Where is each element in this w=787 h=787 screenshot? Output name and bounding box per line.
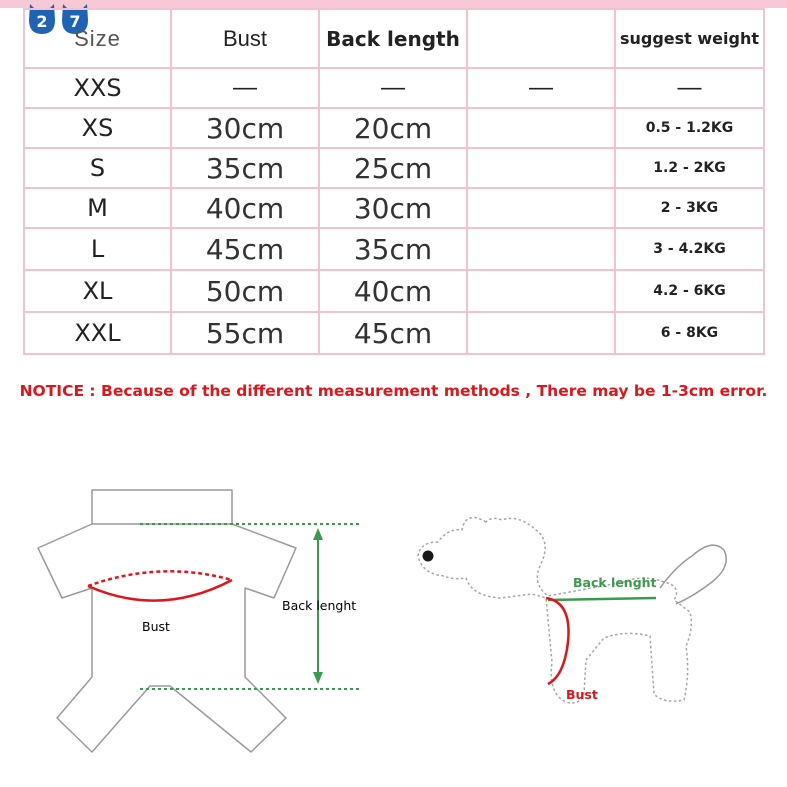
back-length-cell: — [319,68,467,108]
size-cell: M [24,188,171,228]
size-cell: L [24,228,171,270]
arrow-up-icon [313,528,323,540]
weight-cell: 1.2 - 2KG [615,148,764,188]
extra-cell [467,270,615,312]
dog-bust-label: Bust [566,687,598,702]
back-length-cell: 25cm [319,148,467,188]
size-cell: XXS [24,68,171,108]
garment-back-length-label: Back lenght [282,598,357,613]
extra-cell [467,188,615,228]
header-suggest-weight: suggest weight [615,9,764,68]
dog-tail [660,545,726,604]
weight-cell: 6 - 8KG [615,312,764,354]
extra-cell [467,228,615,270]
header-empty [467,9,615,68]
weight-cell: 2 - 3KG [615,188,764,228]
back-length-cell: 45cm [319,312,467,354]
arrow-down-icon [313,672,323,684]
measurement-diagrams [0,470,787,780]
weight-cell: 4.2 - 6KG [615,270,764,312]
badge-digit: 7 [69,12,81,31]
dog-diagram [418,518,726,704]
table-row [24,188,764,228]
bust-cell: 50cm [171,270,319,312]
weight-cell: 3 - 4.2KG [615,228,764,270]
garment-diagram [38,490,362,752]
size-cell: XS [24,108,171,148]
table-row [24,148,764,188]
extra-cell [467,108,615,148]
table-row [24,108,764,148]
bust-cell: 55cm [171,312,319,354]
back-length-cell: 20cm [319,108,467,148]
weight-cell: 0.5 - 1.2KG [615,108,764,148]
dog-nose-icon [423,551,434,562]
extra-cell [467,312,615,354]
table-row [24,270,764,312]
dog-outline [418,518,691,704]
table-header-row [24,9,764,68]
bust-cell: 40cm [171,188,319,228]
garment-bust-label: Bust [142,619,170,634]
header-back-length: Back length [319,9,467,68]
bust-line-front [88,580,232,601]
table-row [24,68,764,108]
header-bust: Bust [171,9,319,68]
top-border-strip [0,0,787,8]
bust-cell: — [171,68,319,108]
table-row [24,312,764,354]
size-cell: XXL [24,312,171,354]
back-length-cell: 30cm [319,188,467,228]
measurement-notice: NOTICE : Because of the different measurement methods , There may be 1-3cm error. [19,382,768,400]
bust-cell: 35cm [171,148,319,188]
size-cell: S [24,148,171,188]
badge-digit: 2 [36,12,48,31]
dog-back-length-label: Back lenght [573,575,657,590]
header-size: Size [24,9,171,68]
bust-cell: 45cm [171,228,319,270]
weight-cell: — [615,68,764,108]
extra-cell [467,148,615,188]
size-cell: XL [24,270,171,312]
bust-cell: 30cm [171,108,319,148]
bust-line-back [88,571,232,586]
back-length-cell: 35cm [319,228,467,270]
size-chart-table [23,8,765,355]
extra-cell: — [467,68,615,108]
dog-back-length-line [548,598,656,600]
back-length-cell: 40cm [319,270,467,312]
table-row [24,228,764,270]
